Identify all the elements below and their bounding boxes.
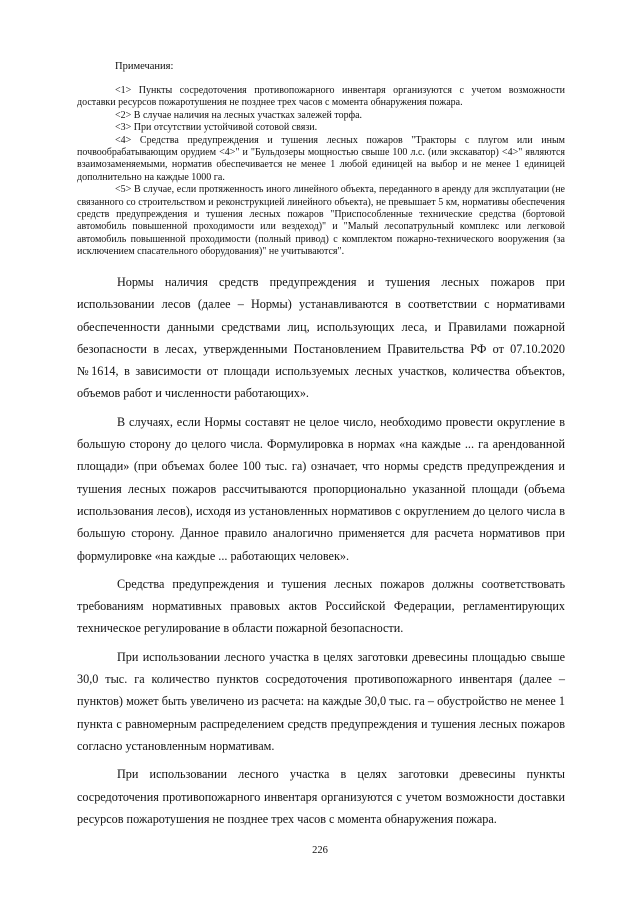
body-paragraph: При использовании лесного участка в целях заготовки древесины пункты сосредоточения противопожарного инвентаря организуются с учетом возможности доставки ресурсов пожаротушения не позднее трех часов с момента обнаружения пожара. [77, 767, 565, 826]
body-paragraph: Средства предупреждения и тушения лесных пожаров должны соответствовать требованиям нормативных правовых актов Российской Федерации, регламентирующих техническое регулирование в области пожарной безопасности. [77, 576, 565, 636]
note-item: <1> Пункты сосредоточения противопожарного инвентаря организуются с учетом возможности доставки ресурсов пожаротушения не позднее трех часов с момента обнаружения пожара. [77, 85, 565, 109]
note-item: <5> В случае, если протяженность иного линейного объекта, переданного в аренду для эксплуатации (не связанного со строительством и реконструкцией линейного объекта), не превышает 5 км, нормативы обеспечения средств предупреждения и тушения лесных пожаров "Приспособленные технические средства (бортовой автомобиль повышенной проходимости или вездеход)" и "Малый лесопатрульный комплекс или легковой автомобиль повышенной проходимости (полный привод) с комплектом пожарно-технического вооружения (за исключением спасательного оборудования)" не учитываются". [77, 184, 565, 258]
notes-heading: Примечания: [115, 61, 174, 72]
body-text [77, 271, 565, 830]
notes-list [77, 85, 565, 259]
note-item: <4> Средства предупреждения и тушения лесных пожаров "Тракторы с плугом или иным почвообрабатывающим орудием <4>" и "Бульдозеры мощностью свыше 100 л.с. (или экскаватор) <4>" являются взаимозаменяемыми, норматив обеспечивается не менее 1 любой единицей на выбор и не менее 1 единицей дополнительно на каждые 1000 га. [77, 134, 565, 183]
body-paragraph: При использовании лесного участка в целях заготовки древесины площадью свыше 30,0 тыс. га количество пунктов сосредоточения противопожарного инвентаря (далее – пунктов) может быть увеличено из расчета: на каждые 30,0 тыс. га – обустройство не менее 1 пункта с равномерным распределением средств предупреждения и тушения лесных пожаров согласно установленным нормативам. [77, 649, 565, 753]
body-paragraph: В случаях, если Нормы составят не целое число, необходимо провести округление в большую сторону до целого числа. Формулировка в нормах «на каждые ... га арендованной площади» (при объемах более 100 тыс. га) означает, что нормы средств предупреждения и тушения лесных пожаров рассчитываются пропорционально указанной площади (объема использования лесов), исходя из установленных нормативов с округлением до целого числа в большую сторону. Данное правило аналогично применяется для расчета нормативов при формулировке «на каждые ... работающих человек». [77, 414, 565, 563]
body-paragraph: Нормы наличия средств предупреждения и тушения лесных пожаров при использовании лесов (далее – Нормы) устанавливаются в соответствии с нормативами обеспеченности данными средствами лиц, использующих леса, и Правилами пожарной безопасности в лесах, утвержденными Постановлением Правительства РФ от 07.10.2020 №1614, в зависимости от площади используемых лесных участков, количества объектов, объемов работ и численности работающих». [77, 275, 565, 401]
page-number: 226 [312, 845, 328, 856]
note-item: <3> При отсутствии устойчивой сотовой связи. [115, 122, 318, 134]
note-item: <2> В случае наличия на лесных участках залежей торфа. [115, 109, 363, 121]
